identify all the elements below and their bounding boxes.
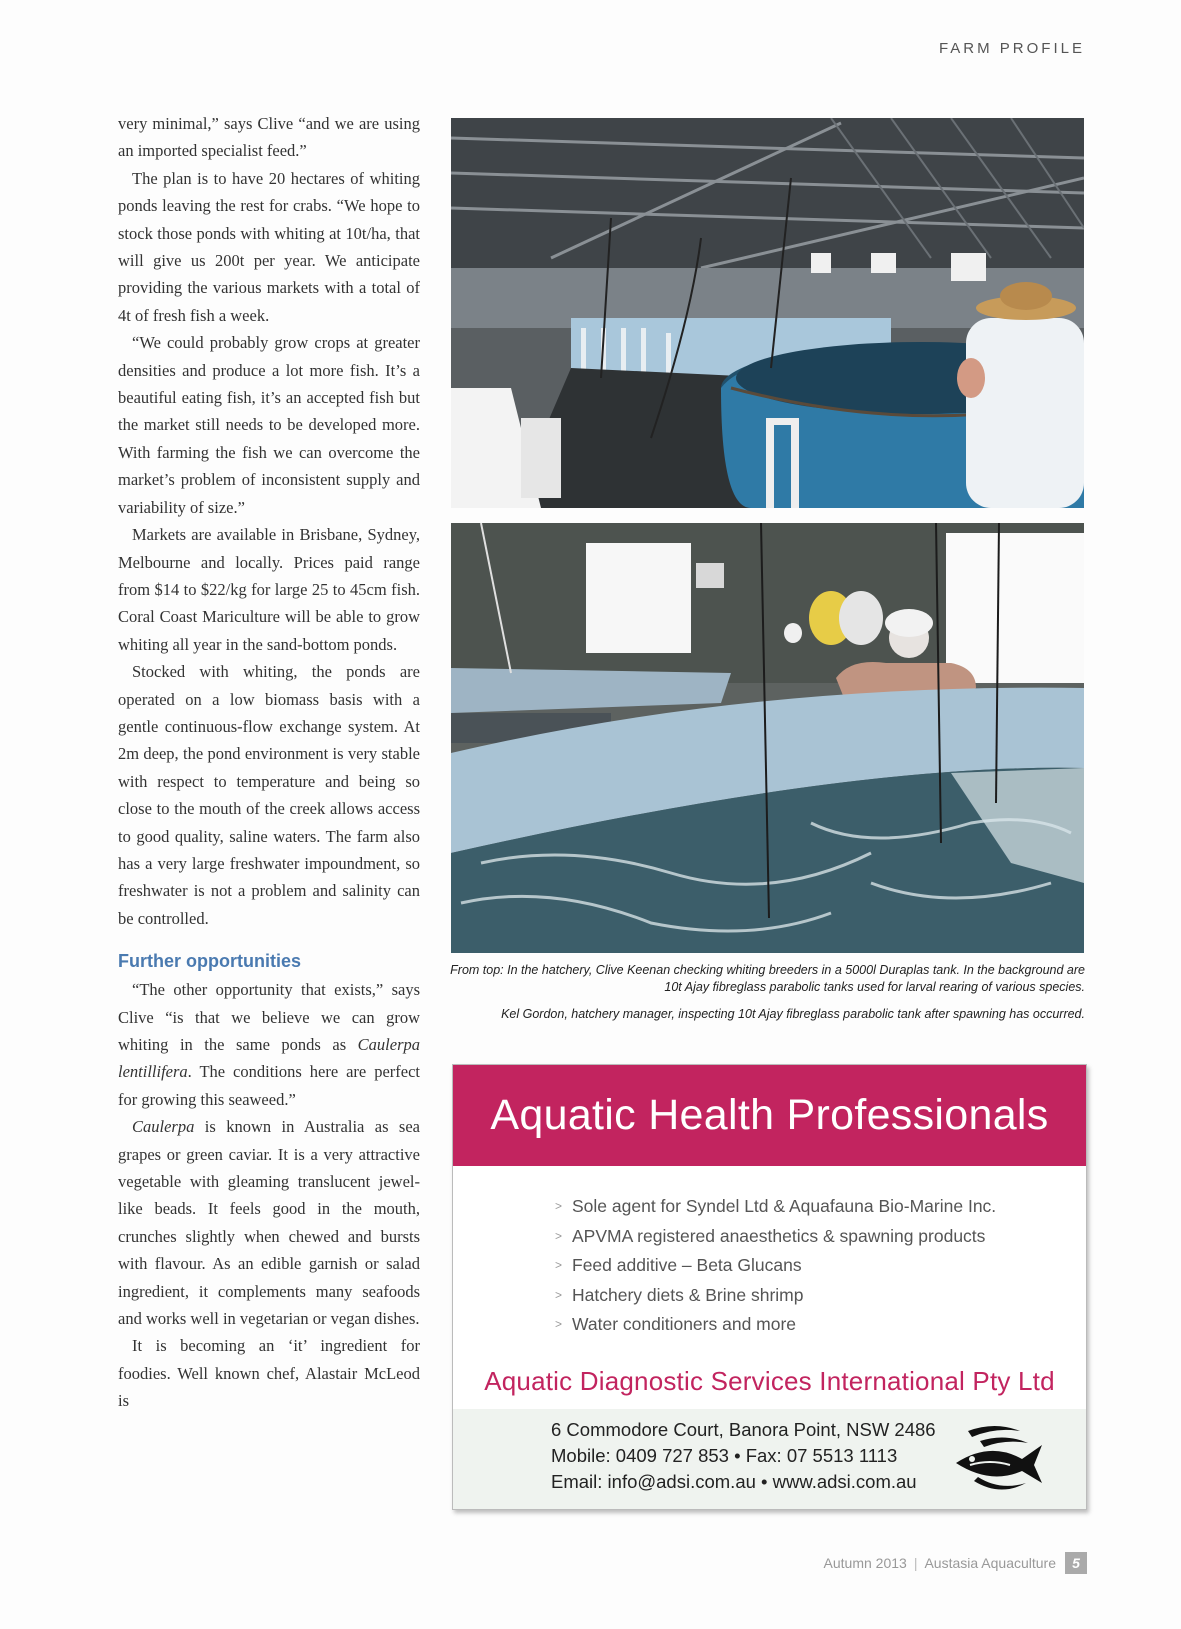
- parabolic-tank-photo-image: [451, 523, 1084, 953]
- ad-service-text: Water conditioners and more: [572, 1314, 797, 1334]
- ad-service-text: APVMA registered anaesthetics & spawning products: [572, 1225, 986, 1246]
- section-label: FARM PROFILE: [938, 40, 1085, 57]
- article-paragraph: Stocked with whiting, the ponds are operated on a low biomass basis with a gentle continuous-flow exchange system. At 2m deep, the pond environment is very stable with respect to temperature and being so close to the mouth of the creek allows access to good quality, saline waters. The farm also has a very large freshwater impoundment, so freshwater is not a problem and salinity can be controlled.: [118, 662, 420, 928]
- ad-service-item: [555, 1222, 1086, 1252]
- species-name: Caulerpa lentillifera: [118, 1035, 420, 1082]
- chevron-bullet-icon: >: [555, 1317, 563, 1331]
- page-footer: [824, 1552, 1087, 1574]
- ad-service-item: [555, 1310, 1086, 1340]
- ad-service-text: Feed additive – Beta Glucans: [572, 1255, 802, 1275]
- article-paragraph: The plan is to have 20 hectares of whiting ponds leaving the rest for crabs. “We hope to stock those ponds with whiting at 10t/ha, that will give us 200t per year. We anticipate providing the various markets with a total of 4t of fresh fish a week.: [118, 168, 420, 325]
- ad-phone: Mobile: 0409 727 853 • Fax: 07 5513 1113: [551, 1445, 898, 1466]
- ad-headline: Aquatic Health Professionals: [453, 1065, 1086, 1166]
- ad-service-item: [555, 1281, 1086, 1311]
- chevron-bullet-icon: >: [555, 1228, 563, 1243]
- article-paragraph: very minimal,” says Clive “and we are using an imported specialist feed.”: [118, 114, 420, 161]
- ad-service-text: Sole agent for Syndel Ltd & Aquafauna Bio-Marine Inc.: [572, 1196, 997, 1216]
- photo-caption-bottom: Kel Gordon, hatchery manager, inspecting 10t Ajay fibreglass parabolic tank after spawning has occurred.: [501, 1007, 1085, 1021]
- chevron-bullet-icon: >: [555, 1258, 563, 1272]
- ad-address: 6 Commodore Court, Banora Point, NSW 2486: [551, 1419, 936, 1440]
- hatchery-photo-image: [451, 118, 1084, 508]
- advertisement: [452, 1064, 1087, 1510]
- subheading: Further opportunities: [118, 951, 301, 972]
- ad-service-text: Hatchery diets & Brine shrimp: [572, 1284, 804, 1305]
- article-paragraph: It is becoming an ‘it’ ingredient for foodies. Well known chef, Alastair McLeod is: [118, 1336, 420, 1411]
- article-paragraph: “We could probably grow crops at greater densities and produce a lot more fish. It’s a beautiful eating fish, it’s an accepted fish but the market still needs to be developed more. With farming the fish we can overcome the market’s problem of inconsistent supply and variability of size.”: [118, 333, 420, 517]
- magazine-name: Austasia Aquaculture: [924, 1555, 1056, 1571]
- photo-caption-top: From top: In the hatchery, Clive Keenan checking whiting breeders in a 5000l Duraplas tank. In the background are 10t Ajay fibreglass parabolic tanks used for larval rearing of various species.: [450, 963, 1085, 994]
- text-run: is known in Australia as sea grapes or green caviar. It is a very attractive vegetable with gleaming translucent jewel-like beads. It feels good in the mouth, crunches slightly when chewed and bursts with flavour. As an edible garnish or salad ingredient, it complements many seafoods and works well in vegetarian or vegan dishes.: [118, 1117, 420, 1329]
- footer-divider: |: [913, 1555, 918, 1571]
- parabolic-tank-photo: [451, 523, 1084, 953]
- hatchery-photo: [451, 118, 1084, 508]
- article-paragraph: [118, 1113, 420, 1332]
- species-name: Caulerpa: [132, 1117, 195, 1137]
- page-number: 5: [1065, 1552, 1087, 1574]
- article-paragraph: [118, 976, 420, 1113]
- ad-service-item: [555, 1251, 1086, 1281]
- chevron-bullet-icon: >: [555, 1199, 563, 1213]
- article-column: [118, 110, 420, 1415]
- ad-contact-block: [453, 1409, 1086, 1509]
- article-paragraph: Markets are available in Brisbane, Sydney, Melbourne and locally. Prices paid range from $14 to $22/kg for large 25 to 45cm fish. Coral Coast Mariculture will be able to grow whiting all year in the sand-bottom ponds.: [118, 525, 420, 654]
- chevron-bullet-icon: >: [555, 1287, 563, 1302]
- ad-email-web[interactable]: Email: info@adsi.com.au • www.adsi.com.au: [551, 1471, 917, 1492]
- ad-contact-lines: [551, 1417, 936, 1495]
- ad-company-name: Aquatic Diagnostic Services International Pty Ltd: [484, 1365, 1055, 1396]
- text-run: . The conditions here are perfect for growing this seaweed.”: [118, 1062, 420, 1109]
- text-run: “The other opportunity that exists,” says Clive “is that we believe we can grow whiting in the same ponds as: [118, 980, 420, 1054]
- issue-label: Autumn 2013: [823, 1555, 907, 1571]
- ad-service-list: [555, 1192, 1086, 1340]
- fish-logo-icon: [950, 1419, 1046, 1499]
- ad-service-item: [555, 1192, 1086, 1222]
